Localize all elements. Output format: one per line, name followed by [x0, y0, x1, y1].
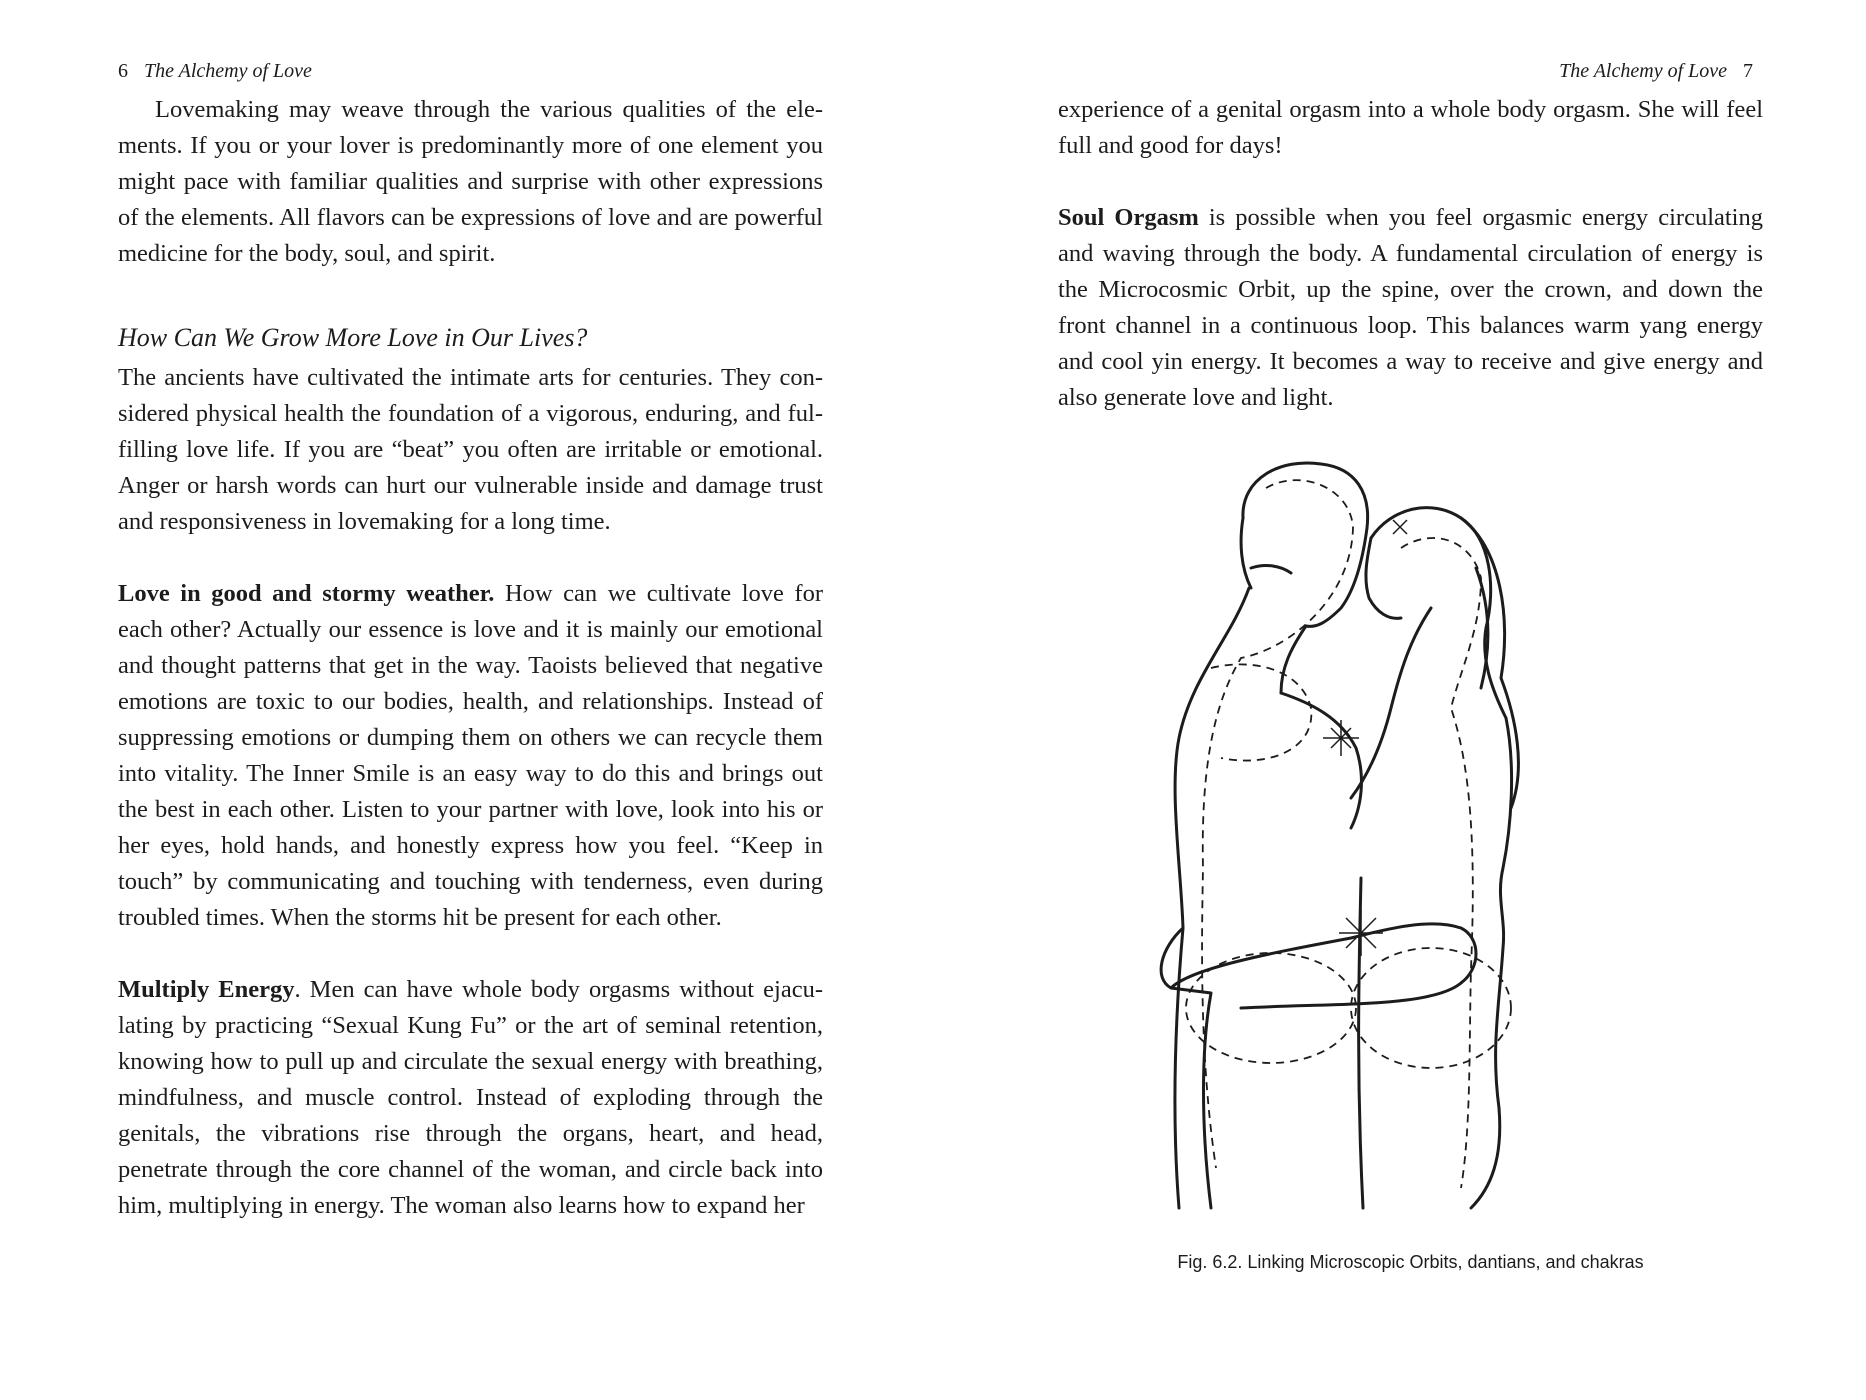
- paragraph-soul-orgasm: [1058, 200, 1763, 416]
- right-text-block: [1058, 92, 1763, 416]
- paragraph-whole-body: experience of a genital orgasm into a whole body orgasm. She will feel full and good for days!: [1058, 96, 1763, 159]
- man-arm-outline: [1171, 924, 1476, 1008]
- heart-spark: [1323, 720, 1359, 756]
- figure-caption: Fig. 6.2. Linking Microscopic Orbits, dantians, and chakras: [1177, 1252, 1644, 1272]
- man-hair: [1241, 518, 1291, 588]
- lead-stormy-weather: Love in good and stormy weather.: [118, 580, 495, 607]
- woman-back-outline: [1471, 718, 1512, 1208]
- chest-orbit-dashed: [1211, 664, 1311, 760]
- lead-multiply-energy: Multiply Energy: [118, 976, 295, 1003]
- right-page-number: 7: [1743, 60, 1753, 82]
- paragraph-stormy-weather: [118, 576, 823, 936]
- paragraph-ancients: The ancients have cultivated the intimate arts for centuries. They considered physical health the foundation of a vigorous, enduring, and fulfilling love life. If you are “beat” you often are irritable or emotional. Anger or harsh words can hurt our vulnerable inside and damage trust and responsiveness in lovemaking for a long time.: [118, 364, 823, 535]
- right-page: [933, 0, 1866, 1400]
- man-orbit-dashed: [1202, 480, 1353, 1168]
- embracing-couple-illustration: [1131, 448, 1561, 1228]
- right-running-title: The Alchemy of Love: [1559, 60, 1727, 82]
- woman-orbit-dashed: [1401, 538, 1481, 1188]
- man-head-outline: [1243, 463, 1368, 693]
- body-multiply-energy: . Men can have whole body orgasms without ejaculating by practicing “Sexual Kung Fu” or the art of seminal retention, knowing how to pull up and circulate the sexual energy with breathing, mindfulness, and muscle control. Instead of exploding through the genitals, the vibrations rise through the organs, heart, and head, penetrate through the core channel of the woman, and circle back into him, multiplying in energy. The woman also learns how to expand her: [118, 976, 824, 1219]
- paragraph-multiply-energy: [118, 972, 823, 1224]
- left-running-title: The Alchemy of Love: [144, 60, 312, 82]
- left-page-number: 6: [118, 60, 128, 82]
- section-heading: How Can We Grow More Love in Our Lives?: [118, 323, 588, 352]
- left-running-head: [118, 58, 312, 84]
- crown-spark: [1393, 520, 1407, 534]
- man-front-outline: [1281, 693, 1361, 828]
- body-stormy-weather: How can we cultivate love for each other? Actually our essence is love and it is mainly our emotional and thought patterns that get in the way. Taoists believed that negative emotions are toxic to our bodies, health, and relationships. Instead of suppressing emotions or dumping them on others we can recycle them into vitality. The Inner Smile is an easy way to do this and brings out the best in each other. Listen to your partner with love, look into his or her eyes, hold hands, and honestly express how you feel. “Keep in touch” by communicating and touching with tenderness, even during troubled times. When the storms hit be present for each other.: [118, 580, 823, 931]
- man-buttock-outline: [1175, 928, 1183, 1208]
- body-soul-orgasm: is possible when you feel orgasmic energy circulating and waving through the body. A fundamental circulation of energy is the Microcosmic Orbit, up the spine, over the crown, and down the front channel in a continuous loop. This balances warm yang energy and cool yin energy. It becomes a way to receive and give energy and also generate love and light.: [1058, 204, 1763, 411]
- woman-face: [1366, 538, 1401, 618]
- illustration-icon: [1131, 448, 1561, 1228]
- lead-soul-orgasm: Soul Orgasm: [1058, 204, 1199, 231]
- woman-lower-dantian-dashed: [1351, 948, 1511, 1068]
- woman-arm-outline: [1351, 608, 1431, 798]
- right-running-head: [1559, 58, 1753, 84]
- pelvic-spark: [1339, 910, 1383, 956]
- left-text-block: [118, 92, 823, 1224]
- paragraph-lovemaking: Lovemaking may weave through the various qualities of the elements. If you or your lover is predominantly more of one element you might pace with familiar qualities and surprise with other expressions of the elements. All flavors can be expressions of love and are powerful medicine for the body, soul, and spirit.: [118, 96, 823, 267]
